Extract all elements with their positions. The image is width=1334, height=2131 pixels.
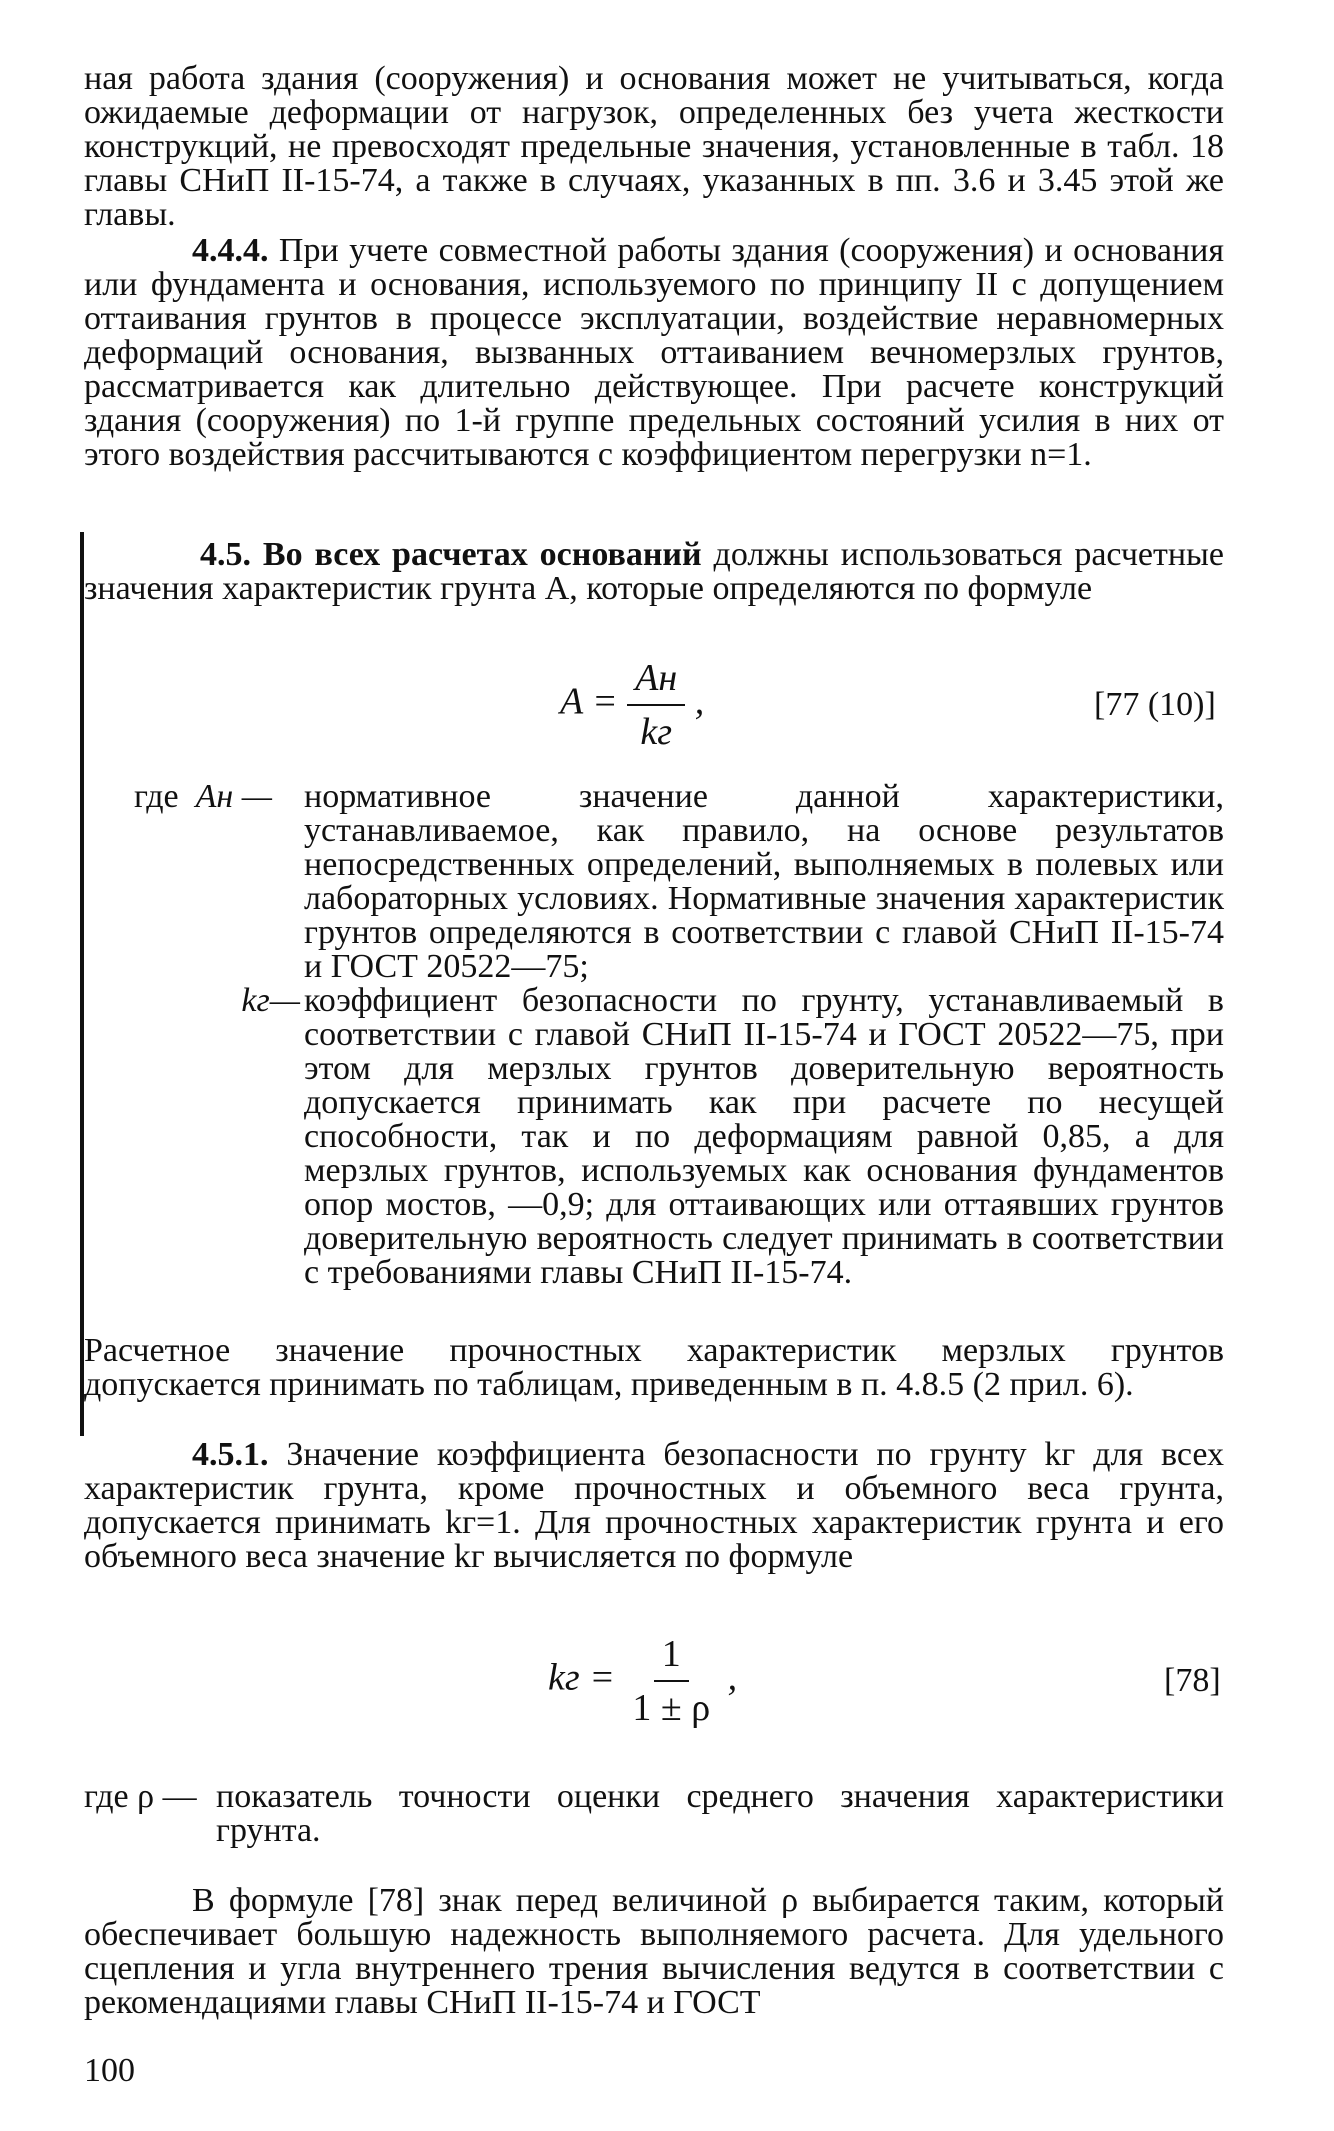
paragraph-calc-values (84, 1334, 1224, 1402)
symbol-rho: ρ — (137, 1778, 197, 1815)
paragraph-last-text: В формуле [78] знак перед величиной ρ выбирается таким, который обеспечивает большую надежность выполняемого расчета. Для удельного сцепления и угла внутреннего трения вычисления ведутся в соответствии с рекомендациями главы СНиП II-15-74 и ГОСТ (84, 1882, 1224, 2021)
formula-77-comma: , (694, 680, 705, 723)
page-number: 100 (84, 2052, 135, 2089)
formula-77-lhs: A = (560, 680, 618, 723)
paragraph-intro (84, 62, 1224, 232)
section-4-4-4 (84, 234, 1224, 472)
section-4-5 (84, 538, 1224, 606)
definition-kg-symbol (134, 984, 304, 1290)
symbol-kg: kг— (241, 982, 300, 1019)
paragraph-last (84, 1884, 1224, 2020)
formula-77-denominator: kг (640, 711, 673, 753)
formula-77-fraction (627, 656, 685, 754)
equation-number-77: [77 (10)] (1094, 686, 1216, 723)
formula-78-comma: , (727, 1656, 738, 1699)
definition-rho-text: показатель точности оценки среднего значения характеристики грунта. (216, 1778, 1224, 1849)
definition-kg-text: коэффициент безопасности по грунту, устанавливаемый в соответствии с главой СНиП II-15-74 и ГОСТ 20522—75, при этом для мерзлых грунтов доверительную вероятность допускается принимать как при расчете по несущей способности, так и по деформациям равной 0,85, а для мерзлых грунтов, используемых как основания фундаментов опор мостов, —0,9; для оттаивающих или оттаявших грунтов доверительную вероятность следует принимать в соответствии с требованиями главы СНиП II-15-74. (304, 982, 1224, 1291)
formula-78-denominator: 1 ± ρ (632, 1687, 711, 1729)
definitions-list-2 (84, 1780, 1224, 1848)
definition-an-text: нормативное значение данной характеристики, устанавливаемое, как правило, на основе результатов непосредственных определений, выполняемых в полевых или лабораторных условиях. Нормативные значения характеристик грунтов определяются в соответствии с главой СНиП II-15-74 и ГОСТ 20522—75; (304, 778, 1224, 985)
definition-rho (84, 1780, 1224, 1848)
formula-77-numerator: Aн (627, 656, 685, 706)
definition-kg (134, 984, 1224, 1290)
section-4-5-heading: 4.5. Во всех расчетах оснований (200, 536, 702, 573)
section-4-5-1-text: Значение коэффициента безопасности по грунту kг для всех характеристик грунта, кроме прочностных и объемного веса грунта, допускается принимать kг=1. Для прочностных характеристик грунта и его объемного веса значение kг вычисляется по формуле (84, 1436, 1224, 1575)
formula-78-lhs: kг = (548, 1656, 615, 1699)
definitions-list-1 (134, 780, 1224, 1290)
formula-77 (560, 656, 704, 754)
definition-an (134, 780, 1224, 984)
formula-78-numerator: 1 (654, 1632, 689, 1682)
section-4-4-4-text: При учете совместной работы здания (сооружения) и основания или фундамента и основания, используемого по принципу II с допущением оттаивания грунтов в процессе эксплуатации, воздействие неравномерных деформаций основания, вызванных оттаиванием вечномерзлых грунтов, рассматривается как длительно действующее. При расчете конструкций здания (сооружения) по 1-й группе предельных состояний усилия в них от этого воздействия рассчитываются с коэффициентом перегрузки n=1. (84, 232, 1224, 473)
definition-an-symbol (134, 780, 304, 984)
section-4-4-4-number: 4.4.4. (192, 232, 269, 269)
section-4-5-1 (84, 1438, 1224, 1574)
paragraph-intro-text: ная работа здания (сооружения) и основания может не учитываться, когда ожидаемые деформации от нагрузок, определенных без учета жесткости конструкций, не превосходят предельные значения, установленные в табл. 18 главы СНиП II-15-74, а также в случаях, указанных в пп. 3.6 и 3.45 этой же главы. (84, 60, 1224, 233)
where-label-1: где (134, 778, 179, 815)
symbol-an: Aн — (195, 778, 273, 815)
section-4-5-1-number: 4.5.1. (192, 1436, 269, 1473)
section-4-5-text: должны использоваться расчетные значения характеристик грунта А, которые определяются по формуле (84, 536, 1224, 607)
formula-78 (548, 1632, 737, 1730)
change-margin-bar (80, 532, 84, 1436)
where-label-2: где (84, 1778, 129, 1815)
formula-78-fraction (624, 1632, 718, 1730)
paragraph-calc-values-text: Расчетное значение прочностных характеристик мерзлых грунтов допускается принимать по таблицам, приведенным в п. 4.8.5 (2 прил. 6). (84, 1332, 1224, 1403)
equation-number-78: [78] (1164, 1662, 1221, 1699)
definition-rho-symbol (84, 1780, 216, 1848)
